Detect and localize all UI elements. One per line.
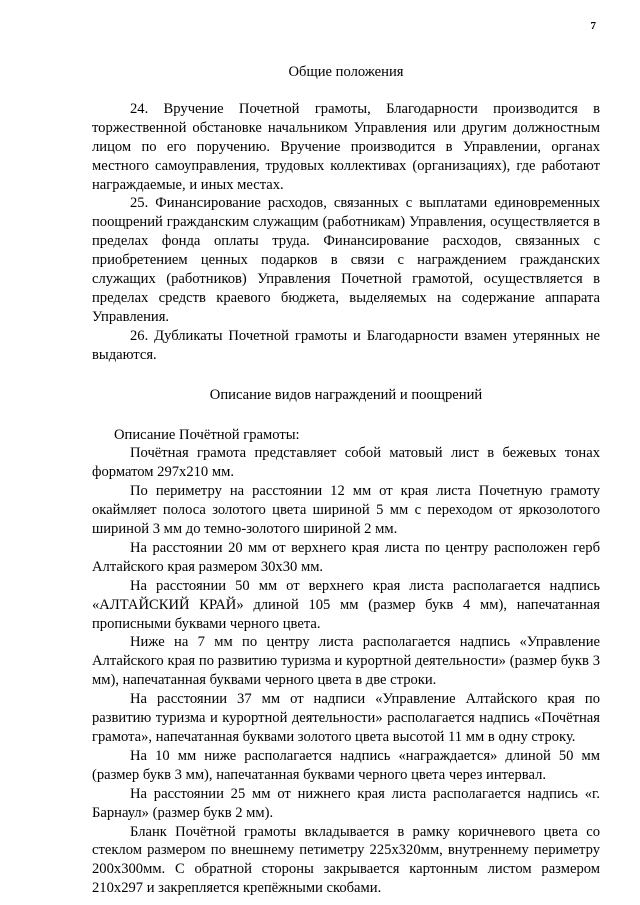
section-title-general: Общие положения — [288, 64, 404, 80]
paragraph-coat-of-arms: На расстоянии 20 мм от верхнего края листа по центру расположен герб Алтайского края размером 30x30 мм. — [92, 539, 600, 575]
page-number: 7 — [590, 20, 596, 32]
document-body — [92, 63, 600, 898]
paragraph-26: 26. Дубликаты Почетной грамоты и Благодарности взамен утерянных не выдаются. — [92, 327, 600, 363]
paragraph-border: По периметру на расстоянии 12 мм от края листа Почетную грамоту окаймляет полоса золотого цвета шириной 5 мм с переходом от яркозолотого шириной 3 мм до темно-золотого шириной 2 мм. — [92, 483, 600, 538]
paragraph-frame: Бланк Почётной грамоты вкладывается в рамку коричневого цвета со стеклом размером по внешнему петиметру 225x320мм, внутреннему периметру 200x300мм. С обратной стороны закрывается картонным листом размером 210x297 и закрепляется крепёжными скобами. — [92, 823, 600, 897]
subsection-title-certificate: Описание Почётной грамоты: — [114, 426, 300, 443]
paragraph-format: Почётная грамота представляет собой матовый лист в бежевых тонах форматом 297x210 мм. — [92, 445, 600, 481]
paragraph-city: На расстоянии 25 мм от нижнего края листа располагается надпись «г. Барнаул» (размер букв 2 мм). — [92, 785, 600, 821]
paragraph-region-title: На расстоянии 50 мм от верхнего края листа располагается надпись «АЛТАЙСКИЙ КРАЙ» длиной 105 мм (размер букв 4 мм), напечатанная прописными буквами черного цвета. — [92, 577, 600, 632]
paragraph-certificate-title: На расстоянии 37 мм от надписи «Управление Алтайского края по развитию туризма и курортной деятельности» располагается надпись «Почётная грамота», напечатанная буквами золотого цвета высотой 11 мм в одну строку. — [92, 691, 600, 745]
paragraph-department-title: Ниже на 7 мм по центру листа располагается надпись «Управление Алтайского края по развитию туризма и курортной деятельности» (размер букв 3 мм), напечатанная буквами черного цвета в две строки. — [92, 634, 600, 689]
paragraph-awarded: На 10 мм ниже располагается надпись «награждается» длиной 50 мм (размер букв 3 мм), напечатанная буквами черного цвета через интервал. — [92, 747, 600, 783]
section-title-awards: Описание видов награждений и поощрений — [209, 386, 483, 403]
paragraph-24: 24. Вручение Почетной грамоты, Благодарности производится в торжественной обстановке начальником Управления или другим должностным лицом по его поручению. Вручение производится в Управлении, органах местного самоуправления, трудовых коллективах (организациях), где работают награждаемые, и иных местах. — [92, 100, 600, 193]
paragraph-25: 25. Финансирование расходов, связанных с выплатами единовременных поощрений гражданским служащим (работникам) Управления, осуществляется в пределах фонда оплаты труда. Финансирование расходов, связанных с приобретением ценных подарков в связи с награждением гражданских служащих (работников) Управления Почетной грамотой, осуществляется в пределах средств краевого бюджета, выделяемых на содержание аппарата Управления. — [92, 195, 600, 325]
